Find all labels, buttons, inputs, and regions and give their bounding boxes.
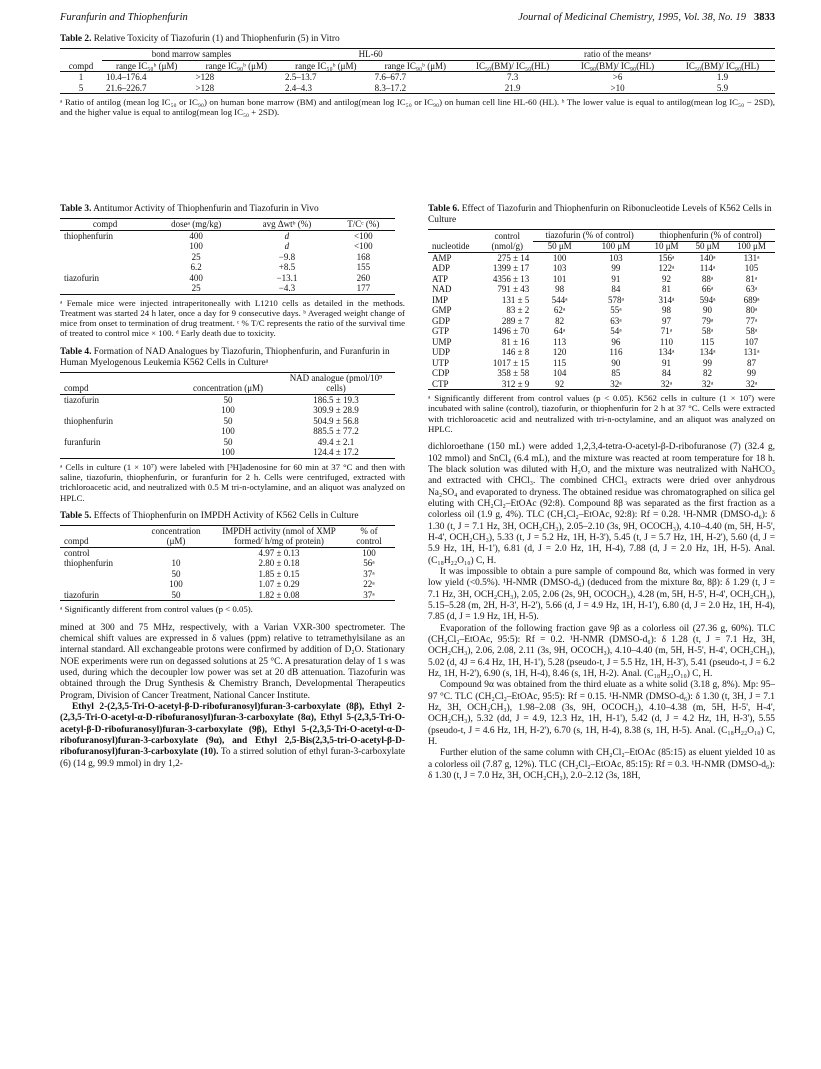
table-6-footnote: ᵃ Significantly different from control values (p < 0.05). K562 cells in culture (1 × 10⁷) were incubated with saline (control), tiazofurin, or thiophenfurin for 2 h at 37 °C. Cells were extracted with trichloroacetic acid and neutralized with tri-n-octylamine, and an aliquot was analyzed on HPLC.	[428, 393, 775, 434]
table-5-header-row: compd concentration (μM) IMPDH activity (nmol of XMP formed/ h/mg of protein) % of control	[60, 525, 395, 547]
table-row: tiazofurin 50 1.82 ± 0.08 37ᵃ	[60, 590, 395, 601]
table-row: CDP 358 ± 58 104 85 84 82 99	[432, 368, 757, 378]
paragraph: dichloroethane (150 mL) were added 1,2,3,4-tetra-O-acetyl-β-D-ribofuranose (7) (32.4 g, 102 mmol) and SnCl₄ (6.4 mL), and the mixture was reacted at room temperature for 18 h. The black solution was diluted with H₂O, and the mixture was neutralized with NaHCO₃ and extracted with CHCl₃. The combined CHCl₃ extracts were dried over anhydrous Na₂SO₄ and evaporated to dryness. The obtained residue was chromatographed on silica gel eluting with CH₂Cl₂–EtOAc (92:8). Compound 8β was separated as the first fraction as a colorless oil (1.9 g, 4%). TLC (CH₂Cl₂–EtOAc, 92:8): Rf = 0.28. ¹H-NMR (DMSO-d₆): δ 1.30 (t, J = 7.1 Hz, 3H, OCH₂CH₃), 2.05–2.10 (3s, 9H, OCOCH₃), 4.10–4.40 (m, 5H, H-5', H-4', OCH₂CH₃), 5.33 (t, J = 5.2 Hz, 1H, H-3'), 5.45 (t, J = 5.7 Hz, 1H, H-2'), 5.60 (d, J = 5.9 Hz, 1H, H-1'), 6.81 (d, J = 2.0 Hz, 1H, H-4), 7.88 (d, J = 2.0 Hz, 1H, H-5). Anal. (C₁₈H₂₂O₁₀) C, H.	[428, 442, 775, 566]
table-row: 100 1.07 ± 0.29 22ᵃ	[169, 579, 375, 590]
table-6	[428, 204, 775, 434]
table-row: thiophenfurin 400 d <100	[64, 230, 373, 241]
table-4-header-row: compd concentration (μM) NAD analogue (pmol/10⁹ cells)	[60, 372, 395, 394]
left-column	[60, 204, 405, 770]
table-3-header-row: compd doseᵃ (mg/kg) avg Δwtᵇ (%) T/Cᶜ (%)	[60, 219, 395, 231]
table-6-caption: Table 6. Effect of Tiazofurin and Thiophenfurin on Ribonucleotide Levels of K562 Cells in Culture	[428, 204, 772, 225]
table-6-group-tiazofurin: tiazofurin (% of control)	[533, 230, 646, 242]
table-row: GDP 289 ± 7 82 63ᵃ 97 79ᵃ 77ᵃ	[432, 315, 758, 326]
table-row: IMP 131 ± 5 544ᵃ 578ᵃ 314ᵃ 594ᵃ 689ᵃ	[432, 294, 760, 305]
table-row: ATP 4356 ± 13 101 91 92 88ᵃ 81ᵃ	[432, 273, 758, 284]
table-row: 100 124.4 ± 17.2	[60, 447, 395, 458]
table-row: AMP 275 ± 14 100 103 156ᵃ 140ᵃ 131ᵃ	[432, 252, 760, 263]
header-right: Journal of Medicinal Chemistry, 1995, Vol. 38, No. 19 3833	[518, 12, 775, 23]
paragraph: Ethyl 2-(2,3,5-Tri-O-acetyl-β-D-ribofuranosyl)furan-3-carboxylate (8β), Ethyl 2-(2,3,5-Tri-O-acetyl-α-D-ribofuranosyl)furan-3-carboxylate (8α), Ethyl 5-(2,3,5-Tri-O-acetyl-β-D-ribofuranosyl)furan-3-carboxylate (9β), Ethyl 5-(2,3,5-Tri-O-acetyl-α-D-ribofuranosyl)furan-3-carboxylate (9α), and Ethyl 2,5-Bis(2,3,5-tri-O-acetyl-β-D-ribofuranosyl)furan-3-carboxylate (10). To a stirred solution of ethyl furan-3-carboxylate (6) (14 g, 99.9 mmol) in dry 1,2-	[60, 702, 405, 769]
table-6-header-row: nucleotide (nmol/g) 50 μM 100 μM 10 μM 50 μM 100 μM	[428, 241, 775, 252]
table-row: UTP 1017 ± 15 115 90 91 99 87	[432, 357, 757, 368]
paragraph: Compound 9α was obtained from the third eluate as a white solid (3.18 g, 8%). Mp: 95–97 °C. TLC (CH₂Cl₂–EtOAc, 95:5): Rf = 0.15. ¹H-NMR (DMSO-d₆): δ 1.30 (t, 3H, J = 7.1 Hz, 3H, OCH₂CH₃), 1.98–2.08 (3s, 9H, OCOCH₃), 4.10–4.38 (m, 5H, H-5', H-4', OCH₂CH₃), 5.32 (dd, J = 4.9, 12.3 Hz, 1H, H-1'), 5.42 (d, J = 4.2 Hz, 1H, H-3'), 5.55 (pseudo-t, J = 4.6 Hz, 1H, H-2'), 6.70 (s, 1H, H-4), 8.38 (s, 1H, H-5). Anal. (C₁₈H₂₂O₁₀) C, H.	[428, 680, 775, 748]
table-row: UDP 146 ± 8 120 116 134ᵃ 134ᵃ 131ᵃ	[432, 347, 760, 357]
table-2	[60, 34, 775, 118]
right-column	[428, 204, 775, 783]
table-row: tiazofurin 50 186.5 ± 19.3	[64, 394, 359, 405]
table-row: NAD 791 ± 43 98 84 81 66ᵃ 63ᵃ	[432, 284, 758, 294]
table-row: thiophenfurin 50 504.9 ± 56.8	[64, 415, 359, 426]
table-row: thiophenfurin 10 2.80 ± 0.18 56ᵃ	[64, 558, 375, 569]
table-3	[60, 204, 405, 339]
table-2-header-row: compd range IC₅₀ᵇ (μM) range IC₉₀ᵇ (μM) range IC₅₀ᵇ (μM) range IC₉₀ᵇ (μM) IC₅₀(BM)/ IC₅₀(HL) IC₉₀(BM)/ IC₉₀(HL) IC₅₀(BM)/ IC₉₀(HL)	[60, 60, 775, 72]
table-2-footnote: ᵃ Ratio of antilog (mean log IC₅₀ or IC₉₀) on human bone marrow (BM) and antilog(mean log IC₅₀ or IC₉₀) on human cell line HL-60 (HL). ᵇ The lower value is equal to antilog(mean log IC₅₀ − 2SD), and the higher value is equal to antilog(mean log IC₅₀ + 2SD).	[60, 97, 775, 118]
paragraph: Evaporation of the following fraction gave 9β as a colorless oil (27.36 g, 60%). TLC (CH₂Cl₂–EtOAc, 95:5): Rf = 0.2. ¹H-NMR (DMSO-d₆): δ 1.28 (t, J = 7.1 Hz, 3H, OCH₂CH₃), 2.06, 2.08, 2.11 (3s, 9H, OCOCH₃), 4.10–4.40 (m, 5H, H-5', H-4', OCH₂CH₃), 5.02 (d, 4J = 6.4 Hz, 1H, H-1'), 5.28 (pseudo-t, J = 5.5 Hz, 1H, H-3'), 5.41 (pseudo-t, J = 6.2 Hz, 1H, H-2'), 6.90 (s, 1H, H-4), 8.46 (s, 1H, H-2). Anal. (C₁₈H₂₂O₁₀) C, H.	[428, 623, 775, 680]
table-2-group-hl60: HL-60	[281, 49, 460, 61]
running-header	[60, 12, 775, 23]
table-row: 100 885.5 ± 77.2	[221, 426, 359, 437]
table-2-group-ratio: ratio of the meansᵃ	[460, 49, 775, 61]
table-row: ADP 1399 ± 17 103 99 122ᵃ 114ᵃ 105	[432, 263, 759, 273]
table-5	[60, 511, 405, 615]
table-row: furanfurin 50 49.4 ± 2.1	[64, 436, 355, 447]
table-row: UMP 81 ± 16 113 96 110 115 107	[432, 336, 759, 347]
table-3-footnote: ᵃ Female mice were injected intraperitoneally with L1210 cells as detailed in the methods. Treatment was started 24 h later, once a day for 9 consecutive days. ᵇ Averaged weight change of mice from onset to termination of drug treatment. ᶜ % T/C represents the ratio of the survival time of treated to control mice × 100. ᵈ Early death due to toxicity.	[60, 297, 405, 339]
table-6-grid: control tiazofurin (% of control) thiophenfurin (% of control) nucleotide (nmol/g) 50 μM 100 μM 10 μM 50 μM 100 μM AMP 275 ± 14 100 103 156ᵃ 140ᵃ 131ᵃ ADP 1399 ± 17 103 99 122ᵃ 114ᵃ 105 ATP 4356 ± 13 101 91 92 88ᵃ 81ᵃ NAD 791 ± 43 98 84 81 66ᵃ 63ᵃ IMP 131 ± 5 544ᵃ 578ᵃ 314ᵃ 594ᵃ 689ᵃ GMP 83 ± 2 62ᵃ 55ᵃ 98 90 80ᵃ GDP 289 ± 7 82 63ᵃ 97 79ᵃ 77ᵃ GTP 1496 ± 70 64ᵃ 54ᵃ 71ᵃ 58ᵃ 58ᵃ UMP 81 ± 16 113 96 110 115 107 UDP 146 ± 8 120 116 134ᵃ 134ᵃ 131ᵃ UTP 1017 ± 15 115 90 91 99 87 CDP 358 ± 58 104 85 84 82 99 CTP 312 ± 9 92 32ᵃ 32ᵃ 32ᵃ 32ᵃ	[428, 229, 775, 390]
paragraph: mined at 300 and 75 MHz, respectively, with a Varian VXR-300 spectrometer. The chemical shift values are expressed in δ values (ppm) relative to tetramethylsilane as an internal standard. All exchangeable protons were confirmed by addition of D₂O. Stationary NOE experiments were run on degassed solutions at 25 °C. A presaturation delay of 1 s was used, during which the decoupler low power was set at 20 dB attenuation. Tiazofurin was obtained through the Drug Synthesis & Chemistry Branch, Developmental Therapeutics Program, Division of Cancer Treatment, National Cancer Institute.	[60, 622, 405, 701]
table-2-caption: Table 2. Relative Toxicity of Tiazofurin (1) and Thiophenfurin (5) in Vitro	[60, 34, 340, 44]
table-2-group-bm: bond marrow samples	[102, 49, 281, 61]
table-row: 5 21.6–226.7 >128 2.4–4.3 8.3–17.2 21.9 >10 5.9	[60, 83, 775, 94]
table-row: 100 d <100	[189, 241, 373, 251]
table-row: control 4.97 ± 0.13 100	[64, 547, 376, 558]
table-3-grid	[60, 218, 395, 295]
paragraph: Further elution of the same column with CH₂Cl₂–EtOAc (85:15) as eluent yielded 10 as a colorless oil (7.87 g, 12%). TLC (CH₂Cl₂–EtOAc, 85:15): Rf = 0.3. ¹H-NMR (DMSO-d₆): δ 1.30 (t, J = 7.0 Hz, 3H, OCH₂CH₃), 2.0–2.12 (3s, 18H,	[428, 748, 775, 782]
table-6-group-thiophenfurin: thiophenfurin (% of control)	[646, 230, 775, 242]
table-row: GTP 1496 ± 70 64ᵃ 54ᵃ 71ᵃ 58ᵃ 58ᵃ	[432, 326, 758, 336]
table-5-caption: Table 5. Effects of Thiophenfurin on IMPDH Activity of K562 Cells in Culture	[60, 510, 359, 521]
table-row: 1 10.4–176.4 >128 2.5–13.7 7.6–67.7 7.3 >6 1.9	[78, 72, 729, 82]
table-5-footnote: ᵃ Significantly different from control values (p < 0.05).	[60, 604, 253, 615]
table-row: CTP 312 ± 9 92 32ᵃ 32ᵃ 32ᵃ 32ᵃ	[428, 379, 775, 390]
table-row: GMP 83 ± 2 62ᵃ 55ᵃ 98 90 80ᵃ	[432, 305, 758, 315]
table-row: 25 −9.8 168	[191, 251, 371, 262]
paragraph: It was impossible to obtain a pure sample of compound 8α, which was formed in very low yield (<0.5%). ¹H-NMR (DMSO-d₆) (deduced from the mixture 8α, 8β): δ 1.29 (t, J = 7.1 Hz, 3H, OCH₂CH₃), 2.05, 2.06 (2s, 9H, OCOCH₃), 4.28 (m, 5H, H-5', H-4', OCH₂CH₃), 5.15–5.28 (m, 2H, H-3', H-2'), 5.66 (d, J = 4.9 Hz, 1H, H-1'), 6.80 (d, J = 2.0 Hz, 1H, H-4), 7.85 (d, J = 1.9 Hz, 1H, H-5).	[428, 566, 775, 623]
table-4	[60, 347, 405, 503]
table-4-grid	[60, 372, 395, 459]
table-row: tiazofurin 400 −13.1 260	[64, 272, 371, 283]
left-body-text	[60, 623, 405, 770]
table-row: 6.2 +8.5 155	[190, 262, 371, 272]
table-row: 100 309.9 ± 28.9	[221, 405, 359, 416]
table-row: 50 1.85 ± 0.15 37ᵃ	[171, 568, 375, 579]
table-4-footnote: ᵃ Cells in culture (1 × 10⁷) were labeled with [³H]adenosine for 60 min at 37 °C and then with saline, tiazofurin, thiophenfurin, or furanfurin for 2 h. Cells were centrifuged, extracted with trichloroacetic acid, and neutralized with 0.5 M tri-n-octylamine, and an aliquot was analyzed on HPLC.	[60, 461, 405, 503]
right-body-text	[428, 442, 775, 782]
table-2-grid	[60, 48, 775, 94]
header-left: Furanfurin and Thiophenfurin	[60, 12, 188, 23]
journal-page	[60, 12, 775, 1062]
table-row: 25 −4.3 177	[60, 283, 395, 294]
table-4-caption: Table 4. Formation of NAD Analogues by Tiazofurin, Thiophenfurin, and Furanfurin in Human Myelogenous Leukemia K562 Cells in Cultureᵃ	[60, 346, 390, 368]
table-5-grid	[60, 525, 395, 602]
page-number: 3833	[754, 12, 775, 23]
table-3-caption: Table 3. Antitumor Activity of Thiophenfurin and Tiazofurin in Vivo	[60, 204, 319, 214]
table-6-body	[428, 252, 775, 390]
